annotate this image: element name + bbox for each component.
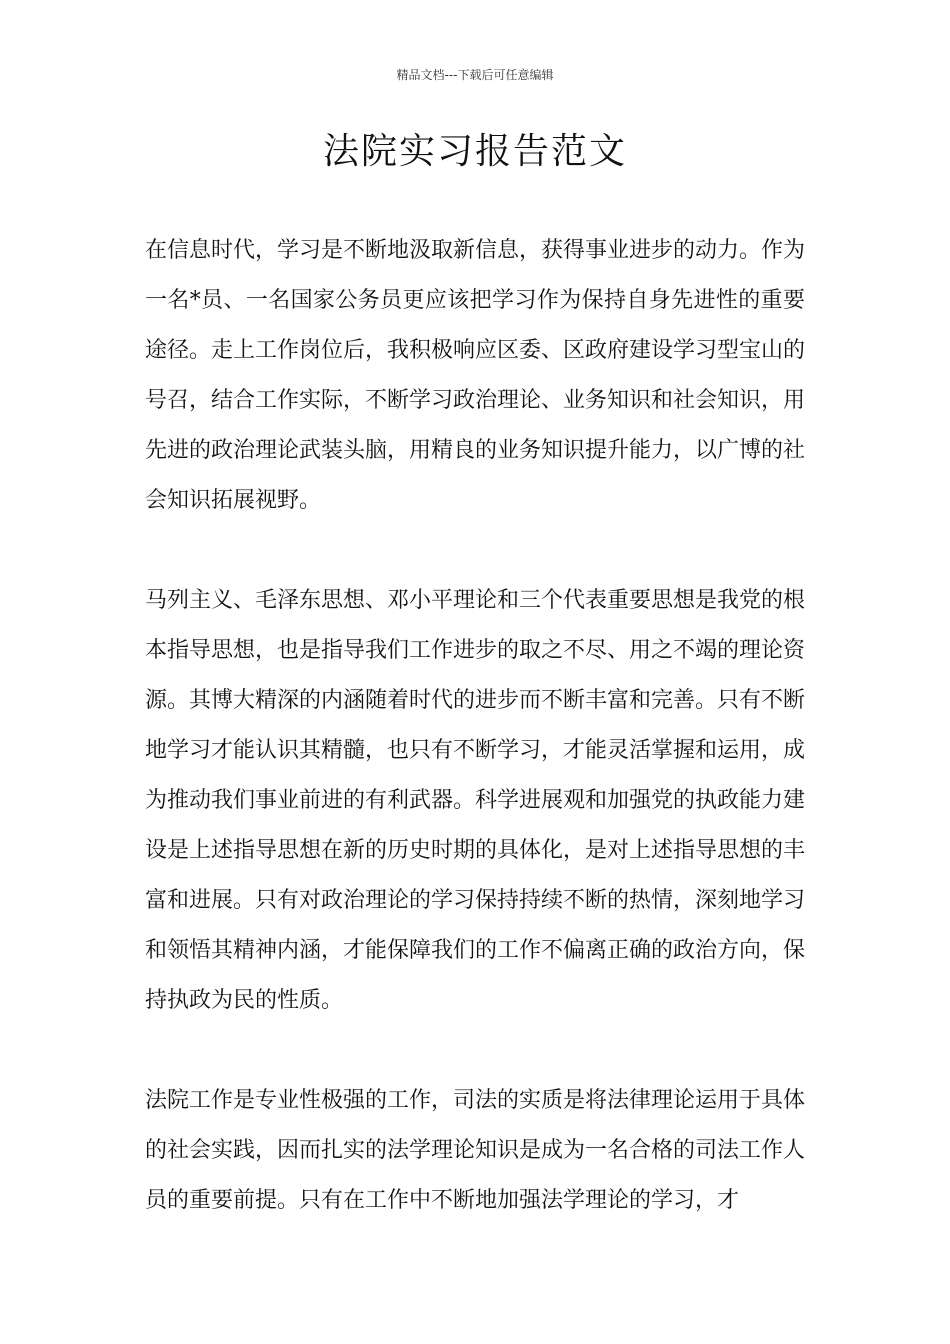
paragraph-3: 法院工作是专业性极强的工作，司法的实质是将法律理论运用于具体的社会实践，因而扎实的法学理论知识是成为一名合格的司法工作人员的重要前提。只有在工作中不断地加强法学理论的学习，才: [145, 1088, 806, 1213]
document-title: 法院实习报告范文: [322, 131, 627, 172]
paragraph-1: 在信息时代，学习是不断地汲取新信息，获得事业进步的动力。作为一名*员、一名国家公务员更应该把学习作为保持自身先进性的重要途径。走上工作岗位后，我积极响应区委、区政府建设学习型宝山的号召，结合工作实际，不断学习政治理论、业务知识和社会知识，用先进的政治理论武装头脑，用精良的业务知识提升能力，以广博的社会知识拓展视野。: [145, 238, 806, 513]
document-body: [145, 226, 805, 1226]
paragraph-2: 马列主义、毛泽东思想、邓小平理论和三个代表重要思想是我党的根本指导思想，也是指导我们工作进步的取之不尽、用之不竭的理论资源。其博大精深的内涵随着时代的进步而不断丰富和完善。只有不断地学习才能认识其精髓，也只有不断学习，才能灵活掌握和运用，成为推动我们事业前进的有利武器。科学进展观和加强党的执政能力建设是上述指导思想在新的历史时期的具体化，是对上述指导思想的丰富和进展。只有对政治理论的学习保持持续不断的热情，深刻地学习和领悟其精神内涵，才能保障我们的工作不偏离正确的政治方向，保持执政为民的性质。: [145, 588, 806, 1013]
header-note: 精品文档---下载后可任意编辑: [396, 68, 554, 82]
